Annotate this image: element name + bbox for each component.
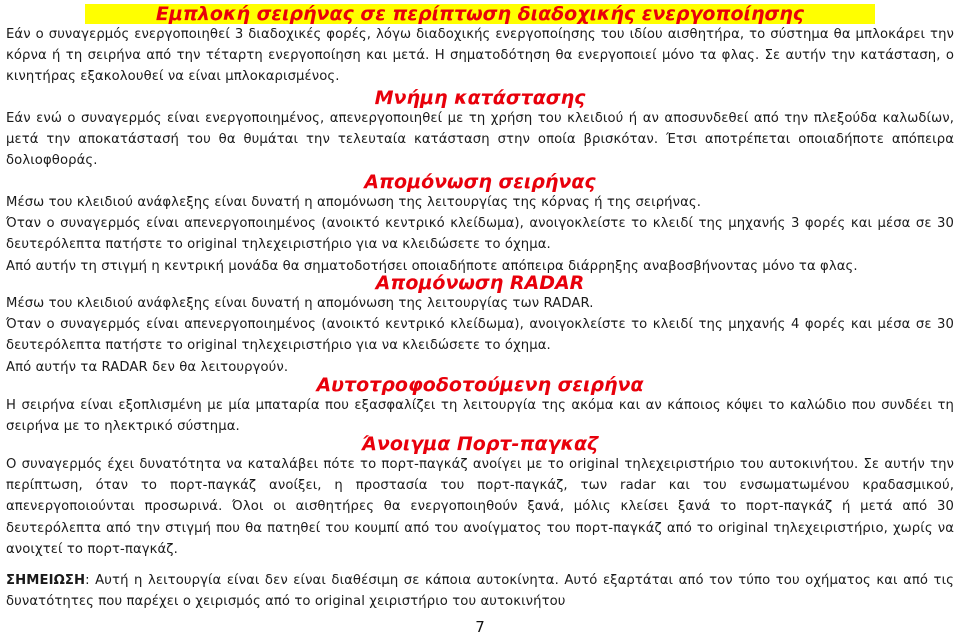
section-heading: Απομόνωση σειρήνας: [364, 171, 596, 193]
section-paragraph: Η σειρήνα είναι εξοπλισμένη με μία μπαταρία που εξασφαλίζει τη λειτουργία της ακόμα και αν κάποιος κόψει το καλώδιο που συνδέει τη σειρήνα με το ηλεκτρικό σύστημα.: [6, 398, 954, 435]
section-heading: Απομόνωση RADAR: [375, 272, 585, 294]
section-heading: Αυτοτροφοδοτούμενη σειρήνα: [316, 374, 644, 396]
section-heading: Μνήμη κατάστασης: [374, 87, 586, 109]
page-number: 7: [475, 618, 485, 636]
section-paragraph: Ο συναγερμός έχει δυνατότητα να καταλάβει πότε το πορτ-παγκάζ ανοίγει με το original τηλεχειριστήριο του αυτοκινήτου. Σε αυτήν την περίπτωση, όταν το πορτ-παγκάζ ανοίξει, η προστασία του πορτ-παγκάζ, των radar και του ενσωματωμένου κραδασμικού, απενεργοποιούνται προσωρινά. Όλοι οι αισθητήρες θα ενεργοποιηθούν ξανά, μόλις κλείσει ξανά το πορτ-παγκάζ ή μετά από 30 δευτερόλεπτα από την στιγμή που θα πατηθεί του κουμπί από του ανοίγματος του πορτ-παγκάζ από το original τηλεχειριστήριο, χωρίς να ανοιχτεί το πορτ-παγκάζ.: [6, 457, 954, 557]
section-siren-lock: [0, 4, 960, 88]
section-paragraph: Από αυτήν τη στιγμή η κεντρική μονάδα θα σηματοδοτήσει οποιαδήποτε απόπειρα διάρρηξης αναβοσβήνοντας μόνο τα φλας.: [6, 258, 858, 274]
section-trunk-opening: [0, 434, 960, 560]
section-self-powered-siren: [0, 375, 960, 437]
note-paragraph: [6, 570, 954, 612]
note-text: : Αυτή η λειτουργία είναι δεν είναι διαθέσιμη σε κάποια αυτοκίνητα. Αυτό εξαρτάται από τον τύπο του οχήματος και από τις δυνατότητες που παρέχει ο χειρισμός από το original χειριστήριο του αυτοκινήτου: [6, 573, 954, 610]
section-heading: Άνοιγμα Πορτ-παγκαζ: [361, 433, 599, 455]
note-block: [0, 570, 960, 612]
section-paragraph: Όταν ο συναγερμός είναι απενεργοποιημένος (ανοικτό κεντρικό κλείδωμα), ανοιγοκλείστε το κλειδί της μηχανής 3 φορές και μέσα σε 30 δευτερόλεπτα πατήστε το original τηλεχειριστήριο για να κλειδώσετε το όχημα.: [6, 216, 954, 253]
section-state-memory: [0, 88, 960, 172]
section-paragraph: Μέσω του κλειδιού ανάφλεξης είναι δυνατή η απομόνωση της λειτουργίας των RADAR.: [6, 296, 594, 311]
section-paragraph: Μέσω του κλειδιού ανάφλεξης είναι δυνατή η απομόνωση της λειτουργίας της κόρνας ή της σειρήνας.: [6, 195, 702, 210]
section-siren-isolation: [0, 172, 960, 277]
section-paragraph: Εάν ο συναγερμός ενεργοποιηθεί 3 διαδοχικές φορές, λόγω διαδοχικής ενεργοποίησης του ιδίου αισθητήρα, το σύστημα θα μπλοκάρει την κόρνα ή τη σειρήνα από την τέταρτη ενεργοποίηση και μετά. Η σηματοδότηση θα ενεργοποιεί μόνο τα φλας. Σε αυτήν την κατάσταση, ο κινητήρας εξακολουθεί να είναι μπλοκαρισμένος.: [6, 27, 954, 85]
heading-text: Εμπλοκή σειρήνας σε περίπτωση διαδοχικής ενεργοποίησης: [155, 3, 805, 25]
section-paragraph: Εάν ενώ ο συναγερμός είναι ενεργοποιημένος, απενεργοποιηθεί με τη χρήση του κλειδιού ή αν αποσυνδεθεί από την πλεξούδα καλωδίων, μετά την αποκατάστασή του θα θυμάται την τελευταία κατάσταση στην οποία βρισκόταν. Έτσι αποτρέπεται οποιαδήποτε απόπειρα δολιοφθοράς.: [6, 111, 954, 169]
section-paragraph: Όταν ο συναγερμός είναι απενεργοποιημένος (ανοικτό κεντρικό κλείδωμα), ανοιγοκλείστε το κλειδί της μηχανής 4 φορές και μέσα σε 30 δευτερόλεπτα πατήστε το original τηλεχειριστήριο για να κλειδώσετε το όχημα.: [6, 317, 954, 354]
section-paragraph: Από αυτήν τα RADAR δεν θα λειτουργούν.: [6, 359, 289, 375]
section-heading: [6, 4, 954, 24]
section-radar-isolation: [0, 273, 960, 378]
note-label: ΣΗΜΕΙΩΣΗ: [6, 573, 86, 588]
heading-highlight: [85, 4, 875, 24]
